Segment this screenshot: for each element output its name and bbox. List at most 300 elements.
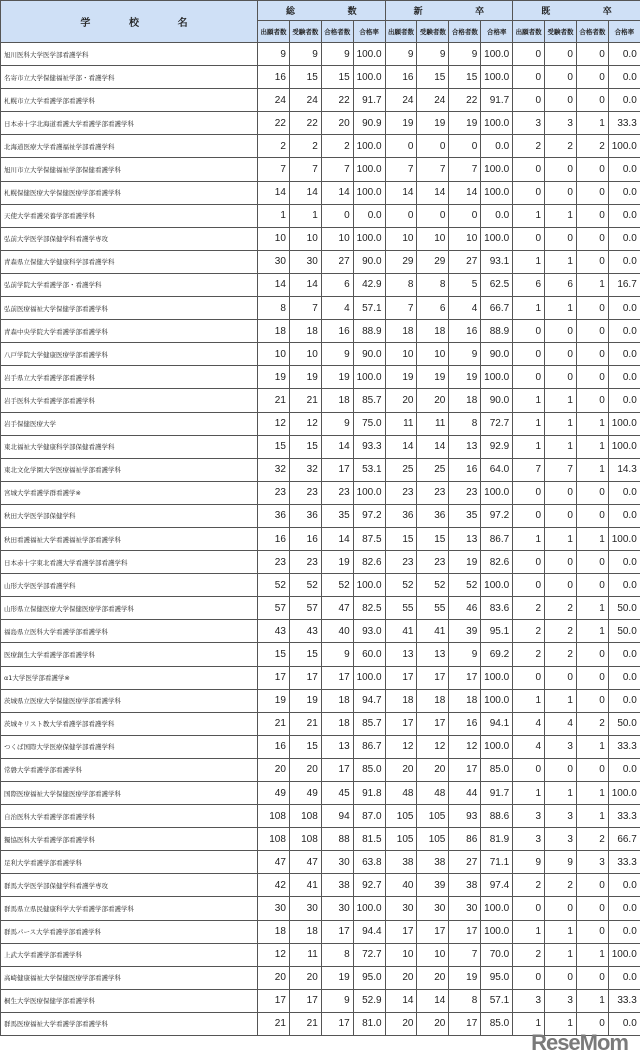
value-cell: 17 — [417, 920, 449, 943]
value-cell: 1 — [545, 389, 577, 412]
value-cell: 20 — [321, 112, 353, 135]
value-cell: 2 — [513, 135, 545, 158]
value-cell: 2 — [513, 643, 545, 666]
value-cell: 57 — [289, 597, 321, 620]
value-cell: 24 — [289, 89, 321, 112]
value-cell: 85.0 — [481, 758, 513, 781]
value-cell: 6 — [513, 273, 545, 296]
value-cell: 0.0 — [608, 643, 640, 666]
value-cell: 0 — [513, 66, 545, 89]
header-char: 学 — [80, 18, 91, 29]
value-cell: 1 — [545, 1012, 577, 1035]
value-cell: 0 — [545, 666, 577, 689]
school-name-cell: 天使大学看護栄養学部看護学科 — [1, 204, 258, 227]
value-cell: 14 — [258, 181, 290, 204]
value-cell: 17 — [385, 920, 417, 943]
value-cell: 0.0 — [608, 551, 640, 574]
value-cell: 1 — [576, 435, 608, 458]
value-cell: 0.0 — [608, 481, 640, 504]
value-cell: 60.0 — [353, 643, 385, 666]
school-name-cell: 旭川市立大学保健福祉学部保健看護学科 — [1, 158, 258, 181]
value-cell: 7 — [449, 943, 481, 966]
value-cell: 8 — [449, 989, 481, 1012]
value-cell: 83.6 — [481, 597, 513, 620]
value-cell: 100.0 — [481, 366, 513, 389]
value-cell: 1 — [513, 1012, 545, 1035]
value-cell: 21 — [258, 1012, 290, 1035]
value-cell: 7 — [385, 158, 417, 181]
value-cell: 5 — [449, 273, 481, 296]
value-cell: 14 — [289, 181, 321, 204]
value-cell: 40 — [385, 874, 417, 897]
value-cell: 15 — [417, 527, 449, 550]
value-cell: 30 — [449, 897, 481, 920]
value-cell: 16 — [449, 458, 481, 481]
value-cell: 0.0 — [608, 227, 640, 250]
value-cell: 10 — [321, 227, 353, 250]
value-cell: 3 — [545, 735, 577, 758]
value-cell: 90.0 — [353, 343, 385, 366]
value-cell: 9 — [449, 643, 481, 666]
value-cell: 105 — [417, 805, 449, 828]
value-cell: 100.0 — [481, 112, 513, 135]
value-cell: 52 — [321, 574, 353, 597]
value-cell: 0 — [545, 343, 577, 366]
table-row — [1, 805, 640, 828]
value-cell: 0 — [545, 89, 577, 112]
value-cell: 0 — [513, 897, 545, 920]
value-cell: 97.4 — [481, 874, 513, 897]
value-cell: 17 — [289, 989, 321, 1012]
value-cell: 23 — [417, 551, 449, 574]
value-cell: 7 — [545, 458, 577, 481]
school-name-cell: 青森県立保健大学健康科学部看護学科 — [1, 250, 258, 273]
value-cell: 18 — [417, 689, 449, 712]
value-cell: 17 — [289, 666, 321, 689]
school-name-cell: 福島県立医科大学看護学部看護学科 — [1, 620, 258, 643]
value-cell: 1 — [513, 782, 545, 805]
value-cell: 0 — [576, 343, 608, 366]
value-cell: 0 — [513, 551, 545, 574]
value-cell: 23 — [289, 551, 321, 574]
value-cell: 46 — [449, 597, 481, 620]
value-cell: 8 — [385, 273, 417, 296]
value-cell: 1 — [545, 435, 577, 458]
value-cell: 2 — [321, 135, 353, 158]
value-cell: 52 — [449, 574, 481, 597]
value-cell: 17 — [258, 989, 290, 1012]
value-cell: 48 — [385, 782, 417, 805]
value-cell: 94.1 — [481, 712, 513, 735]
value-cell: 16 — [449, 320, 481, 343]
value-cell: 108 — [258, 828, 290, 851]
value-cell: 18 — [258, 920, 290, 943]
value-cell: 0 — [545, 227, 577, 250]
value-cell: 10 — [417, 943, 449, 966]
value-cell: 82.6 — [481, 551, 513, 574]
value-cell: 64.0 — [481, 458, 513, 481]
value-cell: 0 — [576, 297, 608, 320]
value-cell: 14 — [321, 435, 353, 458]
value-cell: 18 — [385, 689, 417, 712]
table-row — [1, 666, 640, 689]
school-name-cell: 日本赤十字北海道看護大学看護学部看護学科 — [1, 112, 258, 135]
value-cell: 93.3 — [353, 435, 385, 458]
value-cell: 19 — [449, 551, 481, 574]
value-cell: 0 — [576, 158, 608, 181]
table-row — [1, 966, 640, 989]
value-cell: 38 — [385, 851, 417, 874]
value-cell: 40 — [321, 620, 353, 643]
value-cell: 13 — [417, 643, 449, 666]
value-cell: 15 — [321, 66, 353, 89]
value-cell: 9 — [321, 643, 353, 666]
value-cell: 22 — [449, 89, 481, 112]
value-cell: 57.1 — [481, 989, 513, 1012]
value-cell: 108 — [289, 805, 321, 828]
value-cell: 1 — [576, 458, 608, 481]
value-cell: 105 — [385, 805, 417, 828]
value-cell: 17 — [385, 712, 417, 735]
value-cell: 7 — [417, 158, 449, 181]
value-cell: 17 — [321, 758, 353, 781]
value-cell: 9 — [545, 851, 577, 874]
value-cell: 16.7 — [608, 273, 640, 296]
value-cell: 0 — [576, 366, 608, 389]
value-cell: 4 — [513, 712, 545, 735]
value-cell: 1 — [545, 920, 577, 943]
value-cell: 0 — [545, 158, 577, 181]
value-cell: 100.0 — [481, 181, 513, 204]
value-cell: 14 — [385, 989, 417, 1012]
value-cell: 91.7 — [481, 89, 513, 112]
value-cell: 100.0 — [353, 43, 385, 66]
value-cell: 2 — [576, 828, 608, 851]
school-name-cell: 秋田大学医学部保健学科 — [1, 504, 258, 527]
value-cell: 30 — [321, 851, 353, 874]
value-cell: 7 — [289, 297, 321, 320]
value-cell: 30 — [385, 897, 417, 920]
value-cell: 2 — [513, 597, 545, 620]
value-cell: 9 — [289, 43, 321, 66]
value-cell: 15 — [289, 643, 321, 666]
value-cell: 19 — [258, 689, 290, 712]
value-cell: 85.0 — [353, 758, 385, 781]
value-cell: 52 — [289, 574, 321, 597]
header-row-groups — [1, 1, 640, 21]
subcolumn-header: 合格者数 — [321, 21, 353, 43]
value-cell: 30 — [258, 250, 290, 273]
value-cell: 75.0 — [353, 412, 385, 435]
value-cell: 3 — [545, 989, 577, 1012]
school-name-cell: 自治医科大学看護学部看護学科 — [1, 805, 258, 828]
value-cell: 92.9 — [481, 435, 513, 458]
value-cell: 0 — [385, 135, 417, 158]
value-cell: 100.0 — [481, 920, 513, 943]
value-cell: 12 — [258, 412, 290, 435]
value-cell: 4 — [449, 297, 481, 320]
value-cell: 100.0 — [481, 481, 513, 504]
value-cell: 0.0 — [608, 158, 640, 181]
value-cell: 82.5 — [353, 597, 385, 620]
value-cell: 43 — [258, 620, 290, 643]
value-cell: 100.0 — [481, 66, 513, 89]
value-cell: 23 — [258, 481, 290, 504]
school-name-cell: 札幌市立大学看護学部看護学科 — [1, 89, 258, 112]
value-cell: 0 — [545, 504, 577, 527]
value-cell: 3 — [513, 828, 545, 851]
value-cell: 90.0 — [353, 250, 385, 273]
table-row — [1, 43, 640, 66]
value-cell: 0.0 — [608, 966, 640, 989]
value-cell: 14 — [321, 527, 353, 550]
value-cell: 1 — [576, 943, 608, 966]
value-cell: 2 — [576, 135, 608, 158]
value-cell: 19 — [321, 551, 353, 574]
subcolumn-header: 受験者数 — [289, 21, 321, 43]
value-cell: 11 — [417, 412, 449, 435]
value-cell: 15 — [258, 643, 290, 666]
value-cell: 23 — [417, 481, 449, 504]
value-cell: 0 — [545, 897, 577, 920]
group-char: 新 — [413, 7, 423, 17]
value-cell: 88.9 — [353, 320, 385, 343]
value-cell: 15 — [385, 527, 417, 550]
value-cell: 0 — [576, 66, 608, 89]
value-cell: 14 — [385, 181, 417, 204]
value-cell: 49 — [289, 782, 321, 805]
table-row — [1, 782, 640, 805]
value-cell: 20 — [258, 966, 290, 989]
school-name-cell: 群馬医療福祉大学看護学部看護学科 — [1, 1012, 258, 1035]
value-cell: 9 — [513, 851, 545, 874]
value-cell: 33.3 — [608, 989, 640, 1012]
school-name-cell: 群馬大学医学部保健学科看護学専攻 — [1, 874, 258, 897]
value-cell: 1 — [576, 112, 608, 135]
value-cell: 100.0 — [608, 527, 640, 550]
value-cell: 0.0 — [608, 874, 640, 897]
value-cell: 8 — [321, 943, 353, 966]
value-cell: 108 — [289, 828, 321, 851]
value-cell: 22 — [321, 89, 353, 112]
value-cell: 16 — [258, 66, 290, 89]
value-cell: 52 — [258, 574, 290, 597]
value-cell: 0.0 — [608, 389, 640, 412]
header-char: 校 — [128, 18, 139, 29]
value-cell: 88.9 — [481, 320, 513, 343]
value-cell: 6 — [321, 273, 353, 296]
value-cell: 3 — [545, 805, 577, 828]
value-cell: 100.0 — [353, 897, 385, 920]
value-cell: 10 — [289, 343, 321, 366]
value-cell: 66.7 — [608, 828, 640, 851]
value-cell: 16 — [385, 66, 417, 89]
value-cell: 25 — [417, 458, 449, 481]
value-cell: 62.5 — [481, 273, 513, 296]
value-cell: 23 — [385, 551, 417, 574]
value-cell: 41 — [417, 620, 449, 643]
table-row — [1, 158, 640, 181]
group-char: 既 — [541, 7, 551, 17]
value-cell: 4 — [545, 712, 577, 735]
subcolumn-header: 合格者数 — [449, 21, 481, 43]
value-cell: 0 — [576, 874, 608, 897]
value-cell: 14 — [417, 435, 449, 458]
value-cell: 18 — [417, 320, 449, 343]
value-cell: 20 — [417, 389, 449, 412]
school-name-cell: 東北福祉大学健康科学部保健看護学科 — [1, 435, 258, 458]
value-cell: 11 — [289, 943, 321, 966]
value-cell: 23 — [321, 481, 353, 504]
school-name-header — [1, 1, 258, 43]
value-cell: 85.7 — [353, 389, 385, 412]
value-cell: 9 — [321, 343, 353, 366]
value-cell: 90.9 — [353, 112, 385, 135]
value-cell: 0.0 — [608, 43, 640, 66]
value-cell: 100.0 — [353, 158, 385, 181]
table-row — [1, 504, 640, 527]
value-cell: 27 — [449, 851, 481, 874]
value-cell: 2 — [545, 643, 577, 666]
value-cell: 19 — [258, 366, 290, 389]
group-graduate-header — [513, 1, 640, 21]
value-cell: 3 — [513, 805, 545, 828]
value-cell: 17 — [385, 666, 417, 689]
group-char: 卒 — [602, 7, 612, 17]
school-name-cell: 岩手県立大学看護学部看護学科 — [1, 366, 258, 389]
table-row — [1, 204, 640, 227]
table-row — [1, 620, 640, 643]
value-cell: 0.0 — [608, 89, 640, 112]
table-row — [1, 735, 640, 758]
value-cell: 9 — [258, 43, 290, 66]
value-cell: 33.3 — [608, 805, 640, 828]
value-cell: 105 — [385, 828, 417, 851]
value-cell: 0.0 — [481, 135, 513, 158]
value-cell: 15 — [449, 66, 481, 89]
value-cell: 0 — [576, 689, 608, 712]
value-cell: 36 — [289, 504, 321, 527]
value-cell: 0 — [385, 204, 417, 227]
value-cell: 20 — [385, 1012, 417, 1035]
value-cell: 93 — [449, 805, 481, 828]
value-cell: 23 — [385, 481, 417, 504]
school-name-cell: 旭川医科大学医学部看護学科 — [1, 43, 258, 66]
value-cell: 21 — [258, 389, 290, 412]
value-cell: 10 — [417, 343, 449, 366]
table-row — [1, 574, 640, 597]
value-cell: 100.0 — [481, 666, 513, 689]
value-cell: 17 — [321, 920, 353, 943]
value-cell: 0 — [513, 89, 545, 112]
value-cell: 2 — [545, 597, 577, 620]
value-cell: 0 — [576, 504, 608, 527]
value-cell: 91.7 — [353, 89, 385, 112]
value-cell: 0 — [576, 181, 608, 204]
value-cell: 12 — [449, 735, 481, 758]
value-cell: 20 — [417, 1012, 449, 1035]
value-cell: 4 — [513, 735, 545, 758]
value-cell: 29 — [385, 250, 417, 273]
value-cell: 1 — [545, 250, 577, 273]
value-cell: 20 — [289, 758, 321, 781]
value-cell: 10 — [258, 227, 290, 250]
value-cell: 9 — [449, 343, 481, 366]
value-cell: 82.6 — [353, 551, 385, 574]
table-row — [1, 435, 640, 458]
table-row — [1, 412, 640, 435]
value-cell: 0.0 — [608, 204, 640, 227]
value-cell: 90.0 — [481, 389, 513, 412]
school-name-cell: 茨城キリスト教大学看護学部看護学科 — [1, 712, 258, 735]
school-name-cell: 足利大学看護学部看護学科 — [1, 851, 258, 874]
value-cell: 20 — [385, 389, 417, 412]
value-cell: 100.0 — [608, 435, 640, 458]
value-cell: 0 — [513, 504, 545, 527]
subcolumn-header: 出願者数 — [258, 21, 290, 43]
table-row — [1, 320, 640, 343]
value-cell: 0 — [449, 135, 481, 158]
value-cell: 0.0 — [481, 204, 513, 227]
value-cell: 69.2 — [481, 643, 513, 666]
group-new-grad-header — [385, 1, 513, 21]
value-cell: 20 — [258, 758, 290, 781]
value-cell: 1 — [576, 597, 608, 620]
school-name-cell: 弘前医療福祉大学保健学部看護学科 — [1, 297, 258, 320]
value-cell: 100.0 — [481, 897, 513, 920]
value-cell: 1 — [513, 527, 545, 550]
school-name-cell: 名寄市立大学保健福祉学部・看護学科 — [1, 66, 258, 89]
school-name-cell: 山形県立保健医療大学保健医療学部看護学科 — [1, 597, 258, 620]
value-cell: 3 — [513, 112, 545, 135]
school-name-cell: 群馬県立県民健康科学大学看護学部看護学科 — [1, 897, 258, 920]
value-cell: 1 — [513, 297, 545, 320]
value-cell: 95.1 — [481, 620, 513, 643]
value-cell: 17 — [321, 666, 353, 689]
value-cell: 47 — [289, 851, 321, 874]
value-cell: 39 — [417, 874, 449, 897]
value-cell: 39 — [449, 620, 481, 643]
school-name-cell: 上武大学看護学部看護学科 — [1, 943, 258, 966]
value-cell: 15 — [289, 66, 321, 89]
value-cell: 19 — [449, 112, 481, 135]
value-cell: 27 — [449, 250, 481, 273]
value-cell: 47 — [258, 851, 290, 874]
value-cell: 100.0 — [353, 66, 385, 89]
value-cell: 44 — [449, 782, 481, 805]
value-cell: 81.9 — [481, 828, 513, 851]
value-cell: 38 — [417, 851, 449, 874]
value-cell: 16 — [449, 712, 481, 735]
value-cell: 0 — [449, 204, 481, 227]
value-cell: 18 — [449, 689, 481, 712]
value-cell: 19 — [417, 112, 449, 135]
value-cell: 10 — [385, 343, 417, 366]
value-cell: 30 — [289, 250, 321, 273]
value-cell: 86 — [449, 828, 481, 851]
value-cell: 14 — [417, 181, 449, 204]
value-cell: 22 — [289, 112, 321, 135]
value-cell: 3 — [513, 989, 545, 1012]
value-cell: 0 — [513, 666, 545, 689]
school-name-cell: 宮城大学看護学群看護学※ — [1, 481, 258, 504]
value-cell: 85.0 — [481, 1012, 513, 1035]
subcolumn-header: 出願者数 — [513, 21, 545, 43]
value-cell: 10 — [289, 227, 321, 250]
value-cell: 0.0 — [608, 666, 640, 689]
value-cell: 70.0 — [481, 943, 513, 966]
value-cell: 100.0 — [353, 574, 385, 597]
